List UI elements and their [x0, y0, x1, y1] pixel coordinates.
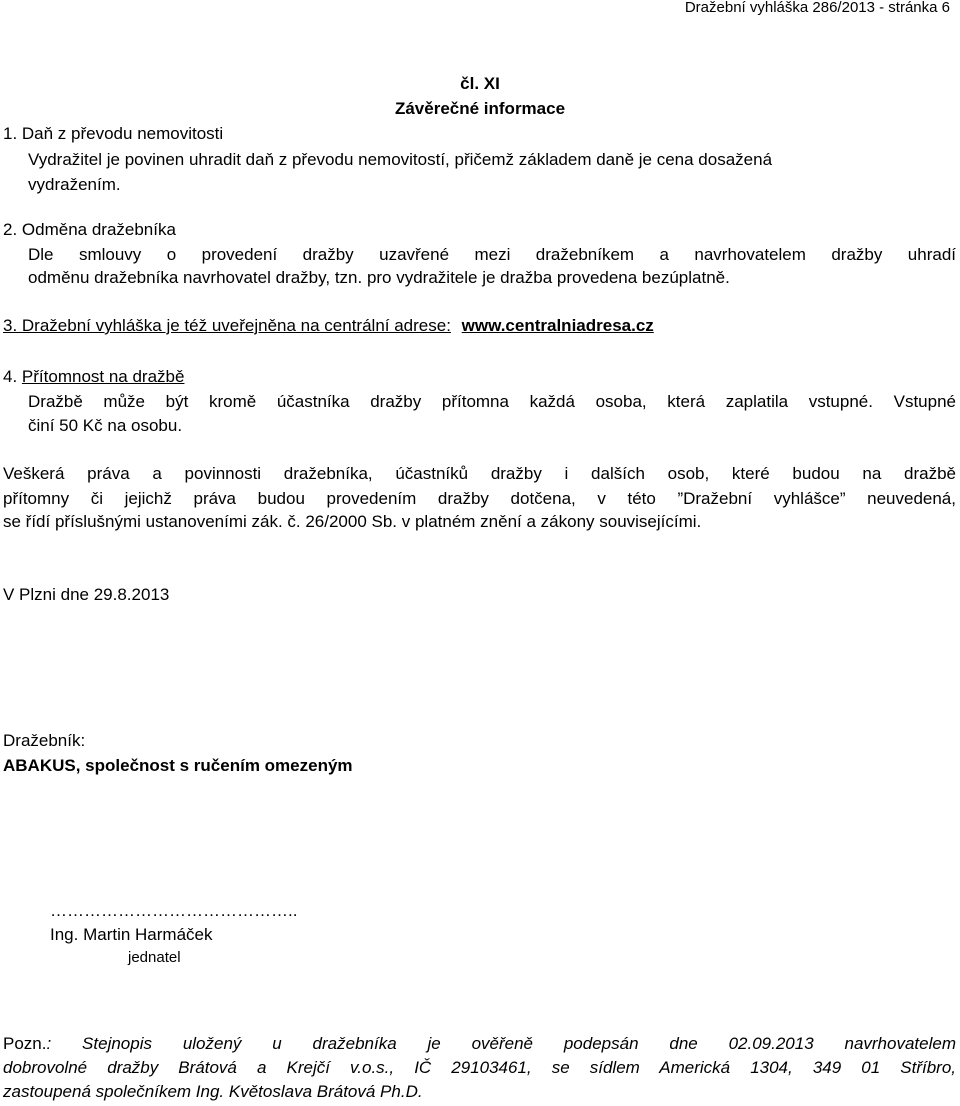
item4-line2: činí 50 Kč na osobu.: [28, 416, 183, 435]
item1-line2: vydražením.: [28, 175, 121, 194]
closing-line3: se řídí příslušnými ustanoveními zák. č. 26/2000 Sb. v platném znění a zákony souvisejícími.: [3, 512, 702, 531]
item4-num: 4.: [3, 367, 18, 386]
signatory-company: ABAKUS, společnost s ručením omezeným: [3, 756, 353, 775]
signature-dots: ……………………………………..: [50, 901, 298, 920]
place-date: V Plzni dne 29.8.2013: [3, 585, 170, 604]
note-prefix: Pozn.: [3, 1034, 47, 1053]
note-line2: dobrovolné dražby Brátová a Krejčí v.o.s., IČ 29103461, se sídlem Americká 1304, 349 01 Stříbro,: [3, 1058, 956, 1077]
note-line3: zastoupená společníkem Ing. Květoslava Brátová Ph.D.: [3, 1082, 423, 1101]
item2-line1-text: Dle smlouvy o provedení dražby uzavřené mezi dražebníkem a navrhovatelem dražby uhradí: [28, 245, 956, 264]
item4-title-text: Přítomnost na dražbě: [21, 367, 185, 386]
closing-line1: Veškerá práva a povinnosti dražebníka, účastníků dražby i dalších osob, které budou na dražbě: [3, 464, 956, 483]
item1-title: 1. Daň z převodu nemovitosti: [3, 124, 224, 143]
signatory-label: Dražebník:: [3, 731, 86, 750]
closing-line2: přítomny či jejichž práva budou provedením dražby dotčena, v této ”Dražební vyhlášce” neuvedená,: [3, 489, 956, 508]
section-number: čl. XI: [460, 74, 500, 93]
note-line1: [3, 1034, 956, 1054]
item4-line1: Dražbě může být kromě účastníka dražby přítomna každá osoba, která zaplatila vstupné. Vstupné: [28, 392, 956, 411]
item3: [3, 316, 654, 336]
item2-line2: odměnu dražebníka navrhovatel dražby, tzn. pro vydražitele je dražba provedena bezúplatně.: [28, 268, 730, 287]
page-header: Dražební vyhláška 286/2013 - stránka 6: [684, 0, 950, 16]
section-title: Závěrečné informace: [394, 99, 566, 118]
item3-link[interactable]: www.centralniadresa.cz: [461, 316, 654, 335]
item1-line1: Vydražitel je povinen uhradit daň z převodu nemovitostí, přičemž základem daně je cena dosažená: [28, 150, 773, 169]
signatory-name: Ing. Martin Harmáček: [50, 925, 213, 944]
item2-line1: [28, 245, 956, 265]
item2-title: 2. Odměna dražebníka: [3, 220, 176, 239]
item4-title: [3, 367, 184, 387]
item3-text: 3. Dražební vyhláška je též uveřejněna na centrální adrese:: [3, 316, 451, 335]
note-line1-text: : Stejnopis uložený u dražebníka je ověřeně podepsán dne 02.09.2013 navrhovatelem: [46, 1034, 956, 1053]
signatory-role: jednatel: [128, 949, 181, 966]
